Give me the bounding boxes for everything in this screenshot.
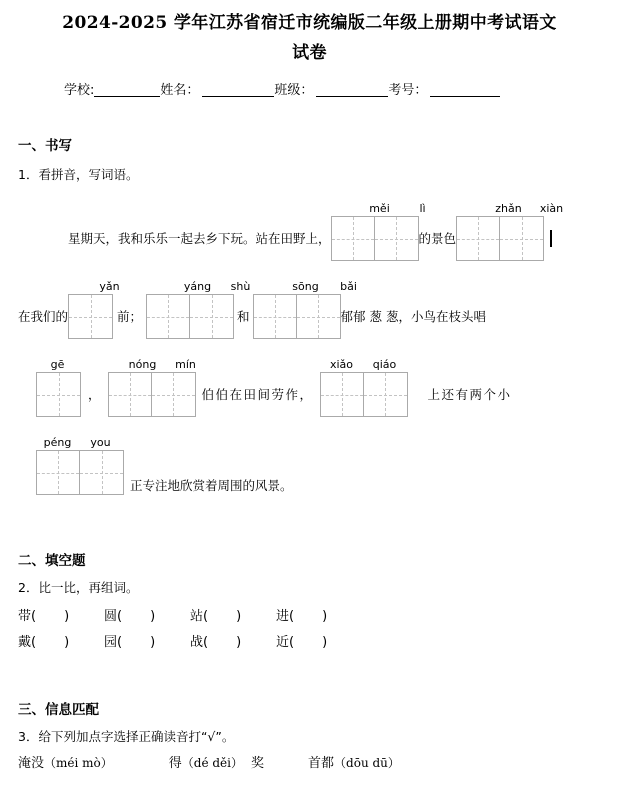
- sentence-text: 正专注地欣赏着周围的风景。: [130, 478, 293, 493]
- section-3-heading: 三、信息匹配: [18, 702, 99, 718]
- student-info-row: [18, 80, 601, 102]
- word-close-paren: ): [236, 635, 242, 650]
- pinyin-choice-item[interactable]: [18, 752, 113, 775]
- word-item[interactable]: [190, 630, 276, 656]
- q1-line-4: [18, 435, 601, 495]
- sentence-text: ，: [88, 387, 101, 402]
- class-label: 班级：: [274, 83, 314, 98]
- word-item[interactable]: [18, 630, 104, 656]
- choice-suffix: 奖: [251, 756, 265, 771]
- sentence-text: 郁郁 葱 葱，小鸟在枝头唱: [340, 309, 486, 324]
- pinyin-label: měi: [369, 202, 390, 215]
- pinyin-label: lì: [419, 202, 426, 215]
- pinyin-label: nóng: [128, 358, 157, 371]
- q1-line-3-pinyin-row: [18, 357, 601, 372]
- grid-cell[interactable]: [37, 451, 80, 494]
- pinyin-label: mín: [175, 358, 196, 371]
- grid-cell[interactable]: [457, 217, 500, 260]
- writing-grid[interactable]: [36, 372, 81, 417]
- grid-cell[interactable]: [152, 373, 195, 416]
- word-item[interactable]: [190, 604, 276, 630]
- sentence-text: 和: [237, 309, 250, 324]
- sentence-text: 的景色: [418, 231, 457, 246]
- pinyin-label: xiàn: [539, 202, 564, 215]
- pinyin-label: you: [90, 436, 111, 449]
- section-2: [18, 551, 601, 656]
- word-close-paren: ): [64, 609, 70, 624]
- choice-word: 首都: [308, 756, 335, 771]
- q1-line-1-pinyin-row: [18, 201, 601, 216]
- grid-cell[interactable]: [69, 295, 112, 338]
- examno-field: [388, 80, 500, 102]
- word-item[interactable]: [276, 604, 362, 630]
- word-close-paren: ): [64, 635, 70, 650]
- class-field: [274, 80, 388, 102]
- sentence-text: 前；: [117, 309, 143, 324]
- grid-cell[interactable]: [364, 373, 407, 416]
- q3-choices-row: [18, 752, 601, 775]
- name-blank[interactable]: [202, 96, 274, 97]
- grid-cell[interactable]: [332, 217, 375, 260]
- pinyin-label: péng: [43, 436, 72, 449]
- word-char: 站(: [190, 609, 209, 624]
- grid-cell[interactable]: [147, 295, 190, 338]
- pinyin-label: zhǎn: [495, 202, 522, 215]
- writing-grid[interactable]: [331, 216, 419, 261]
- word-close-paren: ): [150, 609, 156, 624]
- grid-cell[interactable]: [500, 217, 543, 260]
- grid-cell[interactable]: [375, 217, 418, 260]
- page-title: [18, 0, 601, 68]
- grid-cell[interactable]: [109, 373, 152, 416]
- choice-options: （dōu dū）: [334, 756, 400, 770]
- section-1-heading: 一、书写: [18, 138, 72, 154]
- writing-grid[interactable]: [456, 216, 544, 261]
- choice-options: （méi mò）: [44, 756, 113, 770]
- grid-cell[interactable]: [254, 295, 297, 338]
- title-line-1: 2024-2025 学年江苏省宿迁市统编版二年级上册期中考试语文: [62, 13, 557, 33]
- writing-grid[interactable]: [68, 294, 113, 339]
- writing-grid[interactable]: [146, 294, 234, 339]
- writing-grid[interactable]: [36, 450, 124, 495]
- sentence-text: 伯伯在田间劳作，: [201, 387, 314, 402]
- q1-line-3: [18, 357, 601, 417]
- q1-line-1-content: [18, 216, 601, 261]
- school-blank[interactable]: [94, 96, 160, 97]
- question-2-prompt: 2．比一比，再组词。: [18, 580, 139, 595]
- text-cursor: [550, 230, 552, 247]
- word-char: 带(: [18, 609, 37, 624]
- choice-options: （dé děi）: [181, 756, 244, 770]
- examno-blank[interactable]: [430, 96, 500, 97]
- choice-word: 淹没: [18, 756, 45, 771]
- word-close-paren: ): [322, 609, 328, 624]
- school-label: 学校:: [64, 83, 95, 98]
- writing-grid[interactable]: [320, 372, 408, 417]
- word-item[interactable]: [104, 604, 190, 630]
- sentence-text: 在我们的: [18, 309, 69, 324]
- title-line-2: 试卷: [292, 43, 327, 63]
- word-item[interactable]: [18, 604, 104, 630]
- name-label: 姓名：: [160, 83, 200, 98]
- grid-cell[interactable]: [37, 373, 80, 416]
- pinyin-choice-item[interactable]: [169, 752, 264, 775]
- section-1: [18, 136, 601, 495]
- grid-cell[interactable]: [297, 295, 340, 338]
- writing-grid[interactable]: [108, 372, 196, 417]
- q1-line-4-pinyin-row: [18, 435, 601, 450]
- section-2-heading: 二、填空题: [18, 553, 86, 569]
- word-char: 园(: [104, 635, 123, 650]
- grid-cell[interactable]: [190, 295, 233, 338]
- q1-line-1: [18, 201, 601, 261]
- pinyin-label: shù: [230, 280, 251, 293]
- word-item[interactable]: [104, 630, 190, 656]
- sentence-text: 上还有两个小: [427, 387, 512, 402]
- pinyin-label: sōng: [292, 280, 319, 293]
- q1-line-2-pinyin-row: [18, 279, 601, 294]
- school-field: [64, 80, 160, 102]
- q2-row-1: [18, 604, 601, 630]
- pinyin-label: yǎn: [99, 280, 120, 293]
- pinyin-label: xiǎo: [329, 358, 354, 371]
- q1-line-2-content: [18, 294, 601, 339]
- word-char: 近(: [276, 635, 295, 650]
- word-item[interactable]: [276, 630, 362, 656]
- examno-label: 考号：: [388, 83, 428, 98]
- pinyin-label: bǎi: [340, 280, 357, 293]
- q2-row-2: [18, 630, 601, 656]
- writing-grid[interactable]: [253, 294, 341, 339]
- choice-word: 得: [168, 756, 182, 771]
- section-3: [18, 700, 601, 775]
- grid-cell[interactable]: [80, 451, 123, 494]
- grid-cell[interactable]: [321, 373, 364, 416]
- pinyin-label: yáng: [183, 280, 212, 293]
- question-1-prompt: 1．看拼音，写词语。: [18, 167, 139, 182]
- word-char: 战(: [190, 635, 209, 650]
- q1-line-3-content: [18, 372, 601, 417]
- pinyin-label: gē: [50, 358, 65, 371]
- word-char: 戴(: [18, 635, 37, 650]
- sentence-text: 星期天，我和乐乐一起去乡下玩。站在田野上，: [68, 231, 331, 246]
- pinyin-label: qiáo: [372, 358, 397, 371]
- pinyin-choice-item[interactable]: [308, 752, 400, 775]
- word-close-paren: ): [236, 609, 242, 624]
- class-blank[interactable]: [316, 96, 388, 97]
- word-close-paren: ): [322, 635, 328, 650]
- word-close-paren: ): [150, 635, 156, 650]
- name-field: [160, 80, 274, 102]
- q1-line-2: [18, 279, 601, 339]
- q1-line-4-content: [18, 450, 601, 495]
- question-3-prompt: 3．给下列加点字选择正确读音打“√”。: [18, 729, 235, 744]
- word-char: 进(: [276, 609, 295, 624]
- word-char: 圆(: [104, 609, 123, 624]
